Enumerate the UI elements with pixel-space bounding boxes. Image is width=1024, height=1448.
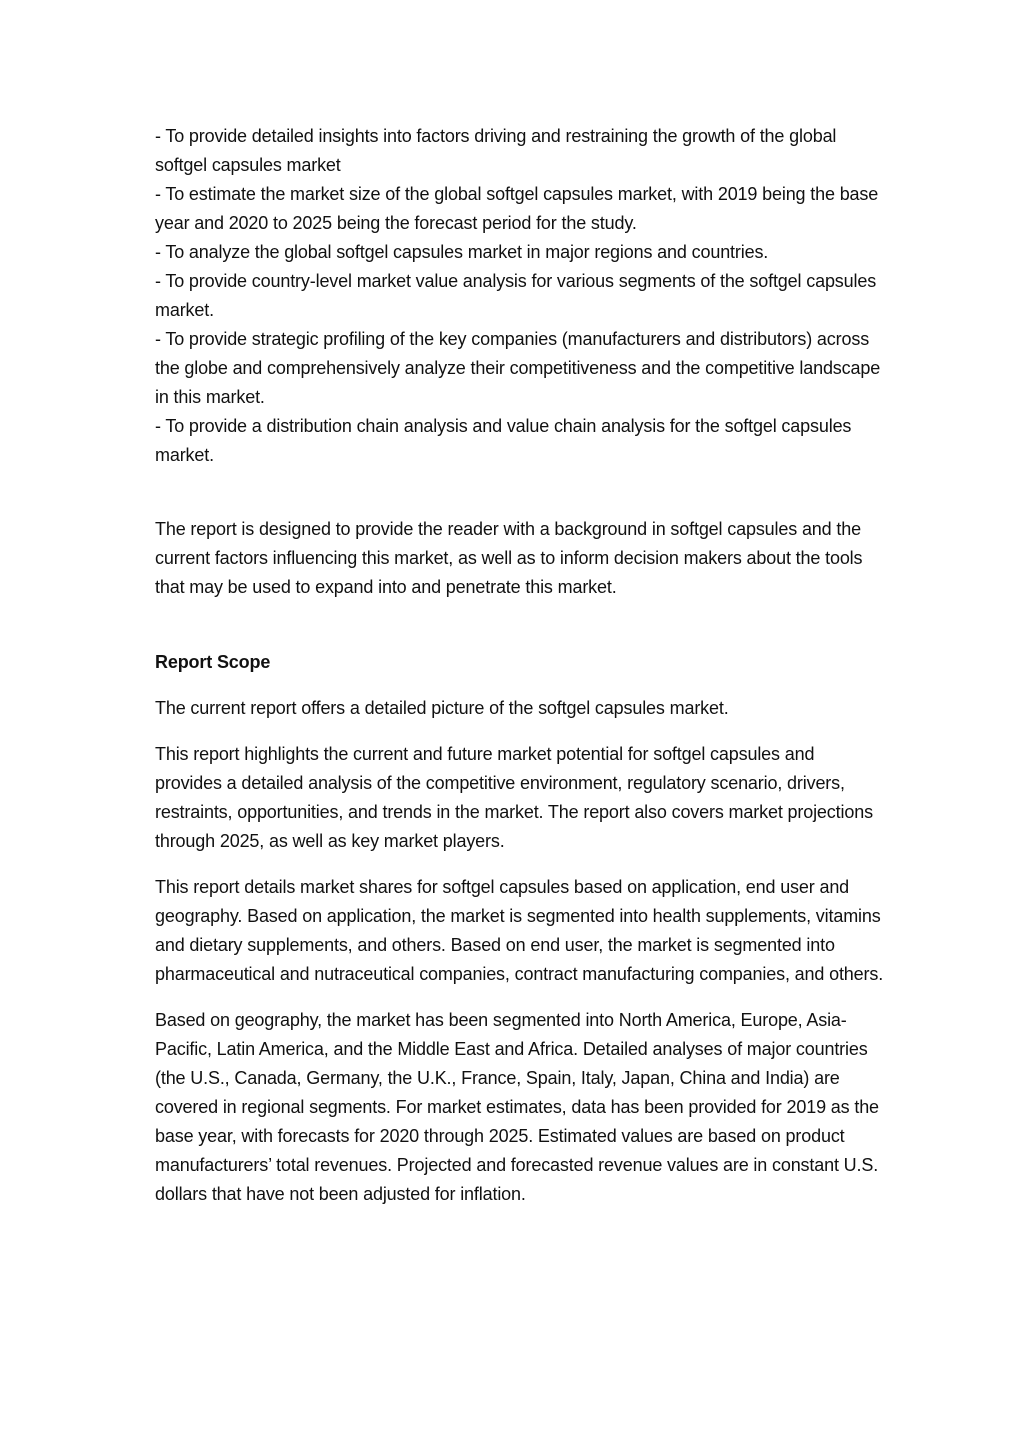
- report-scope-heading: Report Scope: [155, 652, 271, 672]
- scope-paragraph: This report details market shares for softgel capsules based on application, end user and geography. Based on application, the market is segmented into health supplements, vitamins and dietary supplements, and others. Based on end user, the market is segmented into pharmaceutical and nutraceutical companies, contract manufacturing companies, and others.: [155, 877, 884, 984]
- objective-item: - To provide strategic profiling of the key companies (manufacturers and distributors) across the globe and comprehensively analyze their competitiveness and the competitive landscape in this market.: [155, 329, 881, 407]
- intro-paragraph: The report is designed to provide the reader with a background in softgel capsules and the current factors influencing this market, as well as to inform decision makers about the tools that may be used to expand into and penetrate this market.: [155, 519, 863, 597]
- scope-paragraph: Based on geography, the market has been segmented into North America, Europe, Asia-Pacific, Latin America, and the Middle East and Africa. Detailed analyses of major countries (the U.S., Canada, Germany, the U.K., France, Spain, Italy, Japan, China and India) are covered in regional segments. For market estimates, data has been provided for 2019 as the base year, with forecasts for 2020 through 2025. Estimated values are based on product manufacturers’ total revenues. Projected and forecasted revenue values are in constant U.S. dollars that have not been adjusted for inflation.: [155, 1010, 879, 1204]
- objective-item: - To estimate the market size of the global softgel capsules market, with 2019 being the base year and 2020 to 2025 being the forecast period for the study.: [155, 184, 879, 233]
- objective-item: - To analyze the global softgel capsules market in major regions and countries.: [155, 242, 769, 262]
- objective-item: - To provide a distribution chain analysis and value chain analysis for the softgel capsules market.: [155, 416, 852, 465]
- document-page: [155, 122, 885, 1209]
- report-scope-body: [155, 694, 885, 1209]
- objective-item: - To provide detailed insights into factors driving and restraining the growth of the global softgel capsules market: [155, 126, 837, 175]
- objectives-list: [155, 122, 885, 470]
- scope-paragraph: The current report offers a detailed picture of the softgel capsules market.: [155, 698, 729, 718]
- scope-paragraph: This report highlights the current and future market potential for softgel capsules and provides a detailed analysis of the competitive environment, regulatory scenario, drivers, restraints, opportunities, and trends in the market. The report also covers market projections through 2025, as well as key market players.: [155, 744, 873, 851]
- objective-item: - To provide country-level market value analysis for various segments of the softgel capsules market.: [155, 271, 877, 320]
